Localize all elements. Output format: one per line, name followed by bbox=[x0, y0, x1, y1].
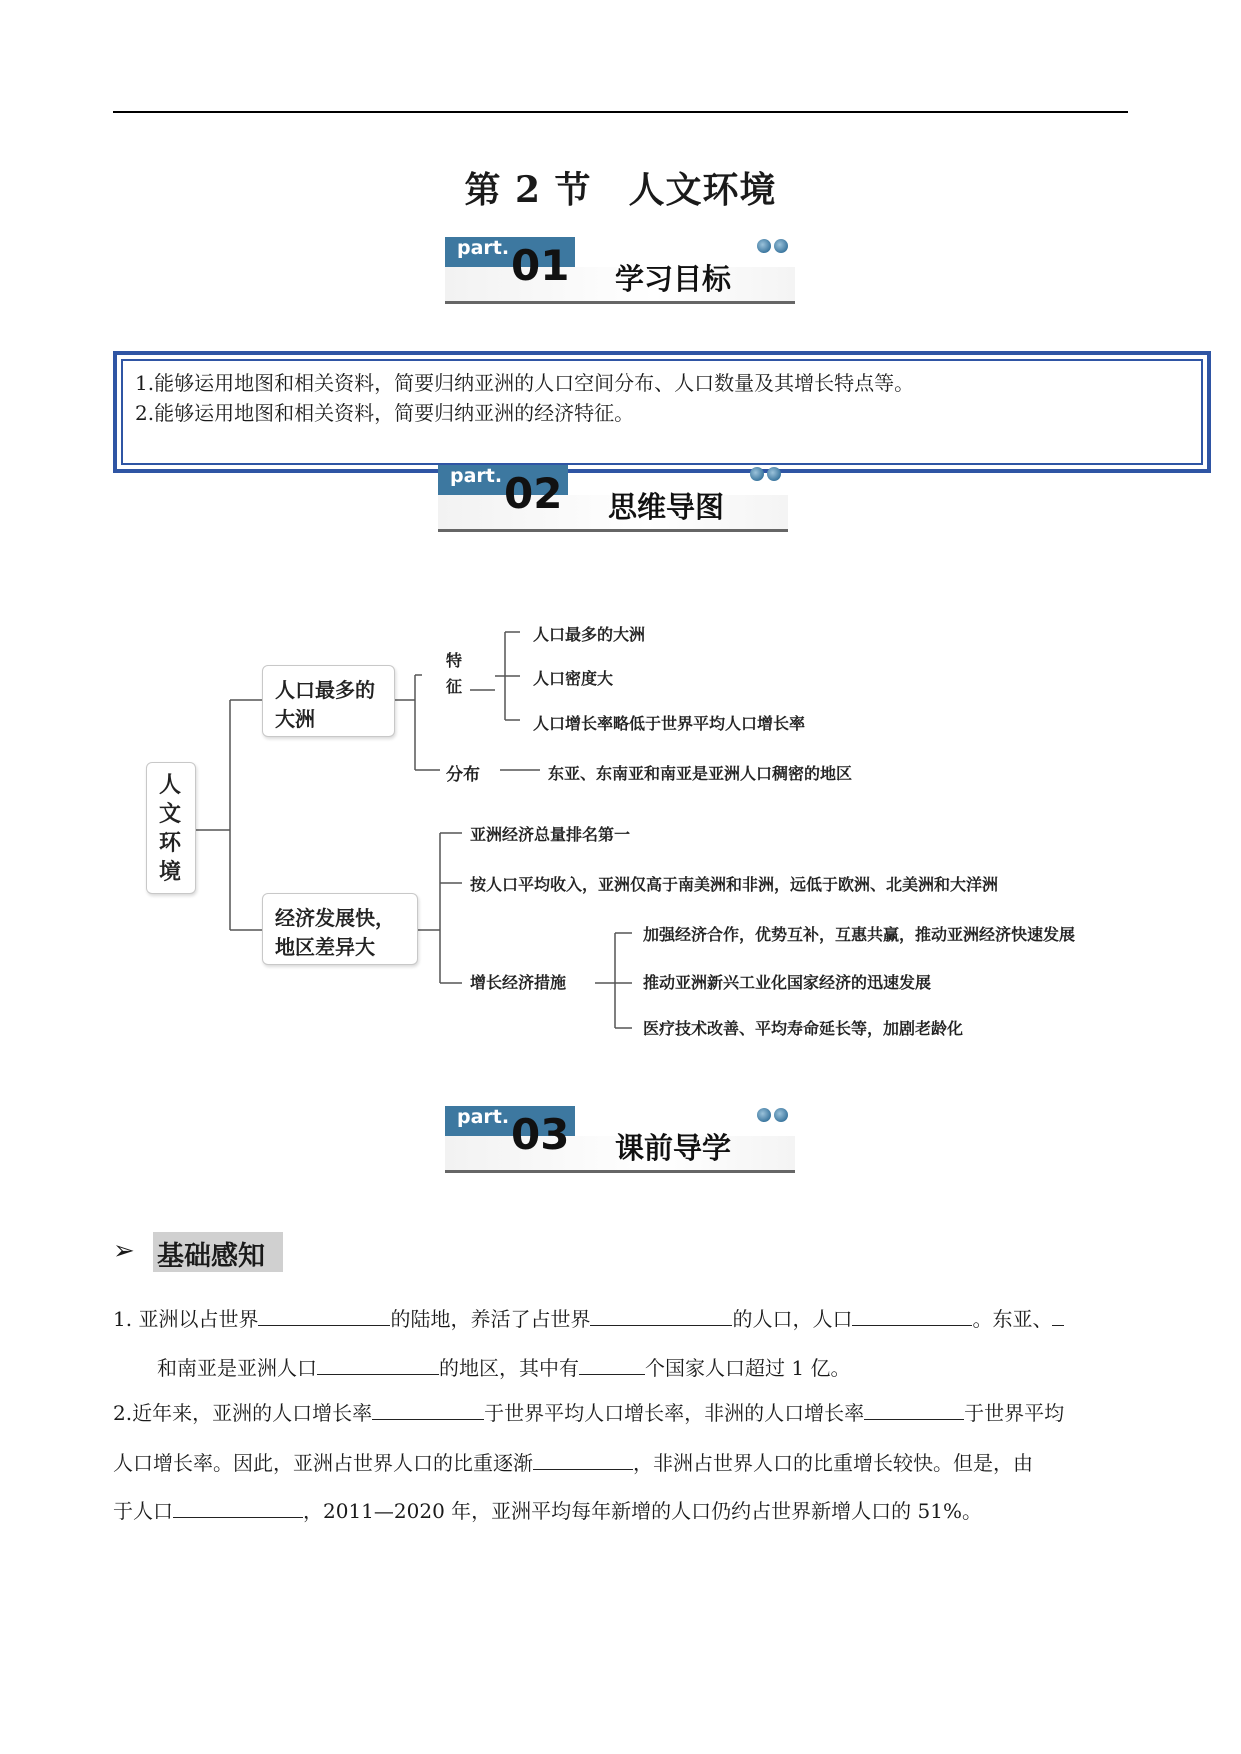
branch-title-line: 地区差异大 bbox=[275, 935, 375, 959]
branch-title-line: 经济发展快， bbox=[275, 906, 395, 930]
page-title: 第 2 节 人文环境 bbox=[464, 169, 777, 211]
answer-blank[interactable] bbox=[590, 1305, 732, 1326]
measure-item: 加强经济合作，优势互补，互惠共赢，推动亚洲经济快速发展 bbox=[643, 925, 1076, 944]
feature-label: 特 bbox=[446, 651, 463, 670]
banner-part-label: part. bbox=[457, 1106, 510, 1128]
question-text: 和南亚是亚洲人口 bbox=[157, 1356, 317, 1380]
root-char: 环 bbox=[159, 831, 182, 856]
question-text: 2.近年来，亚洲的人口增长率 bbox=[113, 1401, 373, 1425]
question-text: 的人口，人口 bbox=[732, 1307, 853, 1331]
question-text: 于世界平均 bbox=[964, 1401, 1065, 1425]
answer-blank[interactable] bbox=[317, 1354, 439, 1375]
question-text: 个国家人口超过 1 亿。 bbox=[645, 1356, 851, 1380]
banner-number: 01 bbox=[511, 241, 570, 290]
distribution-text: 东亚、东南亚和南亚是亚洲人口稠密的地区 bbox=[548, 764, 853, 783]
arrow-icon: ➢ bbox=[113, 1236, 135, 1266]
feature-item: 人口密度大 bbox=[533, 669, 614, 688]
branch-population bbox=[262, 665, 395, 737]
banner-underline bbox=[445, 1170, 795, 1173]
answer-blank[interactable] bbox=[173, 1497, 303, 1518]
feature-item: 人口增长率略低于世界平均人口增长率 bbox=[533, 714, 806, 733]
answer-blank[interactable] bbox=[864, 1399, 964, 1420]
distribution-label: 分布 bbox=[446, 765, 480, 785]
question-1-line-1 bbox=[113, 1303, 1064, 1332]
banner-title: 课前导学 bbox=[615, 1131, 732, 1165]
answer-blank[interactable] bbox=[852, 1305, 972, 1326]
question-text: 于世界平均人口增长率，非洲的人口增长率 bbox=[484, 1401, 865, 1425]
root-char: 人 bbox=[159, 773, 182, 798]
question-text: ，非洲占世界人口的比重增长较快。但是，由 bbox=[633, 1451, 1033, 1475]
banner-number: 02 bbox=[504, 469, 563, 518]
answer-blank[interactable] bbox=[258, 1305, 390, 1326]
answer-blank[interactable] bbox=[372, 1399, 484, 1420]
feature-item: 人口最多的大洲 bbox=[533, 625, 646, 644]
banner-number: 03 bbox=[511, 1110, 570, 1159]
economy-item: 按人口平均收入，亚洲仅高于南美洲和非洲，远低于欧洲、北美洲和大洋洲 bbox=[470, 875, 999, 894]
question-text: 人口增长率。因此，亚洲占世界人口的比重逐渐 bbox=[113, 1451, 533, 1475]
question-text: 。东亚、 bbox=[972, 1307, 1053, 1331]
question-1-line-2 bbox=[157, 1352, 850, 1381]
branch-title-line: 人口最多的 bbox=[275, 678, 375, 702]
question-text: ，2011—2020 年，亚洲平均每年新增的人口仍约占世界新增人口的 51%。 bbox=[303, 1499, 982, 1523]
answer-blank[interactable] bbox=[533, 1449, 633, 1470]
branch-economy bbox=[262, 893, 418, 965]
question-2-line-3 bbox=[113, 1495, 982, 1524]
banner-title: 学习目标 bbox=[615, 262, 732, 296]
root-char: 境 bbox=[159, 860, 182, 885]
objective-1: 1.能够运用地图和相关资料，简要归纳亚洲的人口空间分布、人口数量及其增长特点等。 bbox=[135, 371, 915, 395]
answer-blank[interactable] bbox=[579, 1354, 645, 1375]
question-text: 的地区，其中有 bbox=[439, 1356, 579, 1380]
question-text: 的陆地，养活了占世界 bbox=[390, 1307, 591, 1331]
question-text: 1. 亚洲以占世界 bbox=[113, 1307, 259, 1331]
banner-title: 思维导图 bbox=[608, 490, 725, 524]
question-2-line-1 bbox=[113, 1397, 1064, 1426]
root-char: 文 bbox=[159, 802, 182, 827]
question-2-line-2 bbox=[113, 1447, 1033, 1476]
banner-part-label: part. bbox=[450, 465, 503, 487]
measures-label: 增长经济措施 bbox=[470, 973, 567, 992]
banner-part-03 bbox=[445, 1106, 795, 1176]
banner-part-label: part. bbox=[457, 237, 510, 259]
answer-blank[interactable] bbox=[1052, 1305, 1064, 1326]
measure-item: 推动亚洲新兴工业化国家经济的迅速发展 bbox=[643, 973, 932, 992]
section-title: 基础感知 bbox=[157, 1241, 265, 1272]
mind-map-root bbox=[146, 762, 196, 894]
branch-title-line: 大洲 bbox=[275, 707, 315, 731]
feature-label: 征 bbox=[446, 677, 463, 696]
decorative-balls-icon bbox=[757, 1108, 791, 1124]
objective-2: 2.能够运用地图和相关资料，简要归纳亚洲的经济特征。 bbox=[135, 401, 635, 425]
economy-item: 亚洲经济总量排名第一 bbox=[470, 825, 631, 844]
measure-item: 医疗技术改善、平均寿命延长等，加剧老龄化 bbox=[643, 1019, 964, 1038]
question-text: 于人口 bbox=[113, 1499, 173, 1523]
